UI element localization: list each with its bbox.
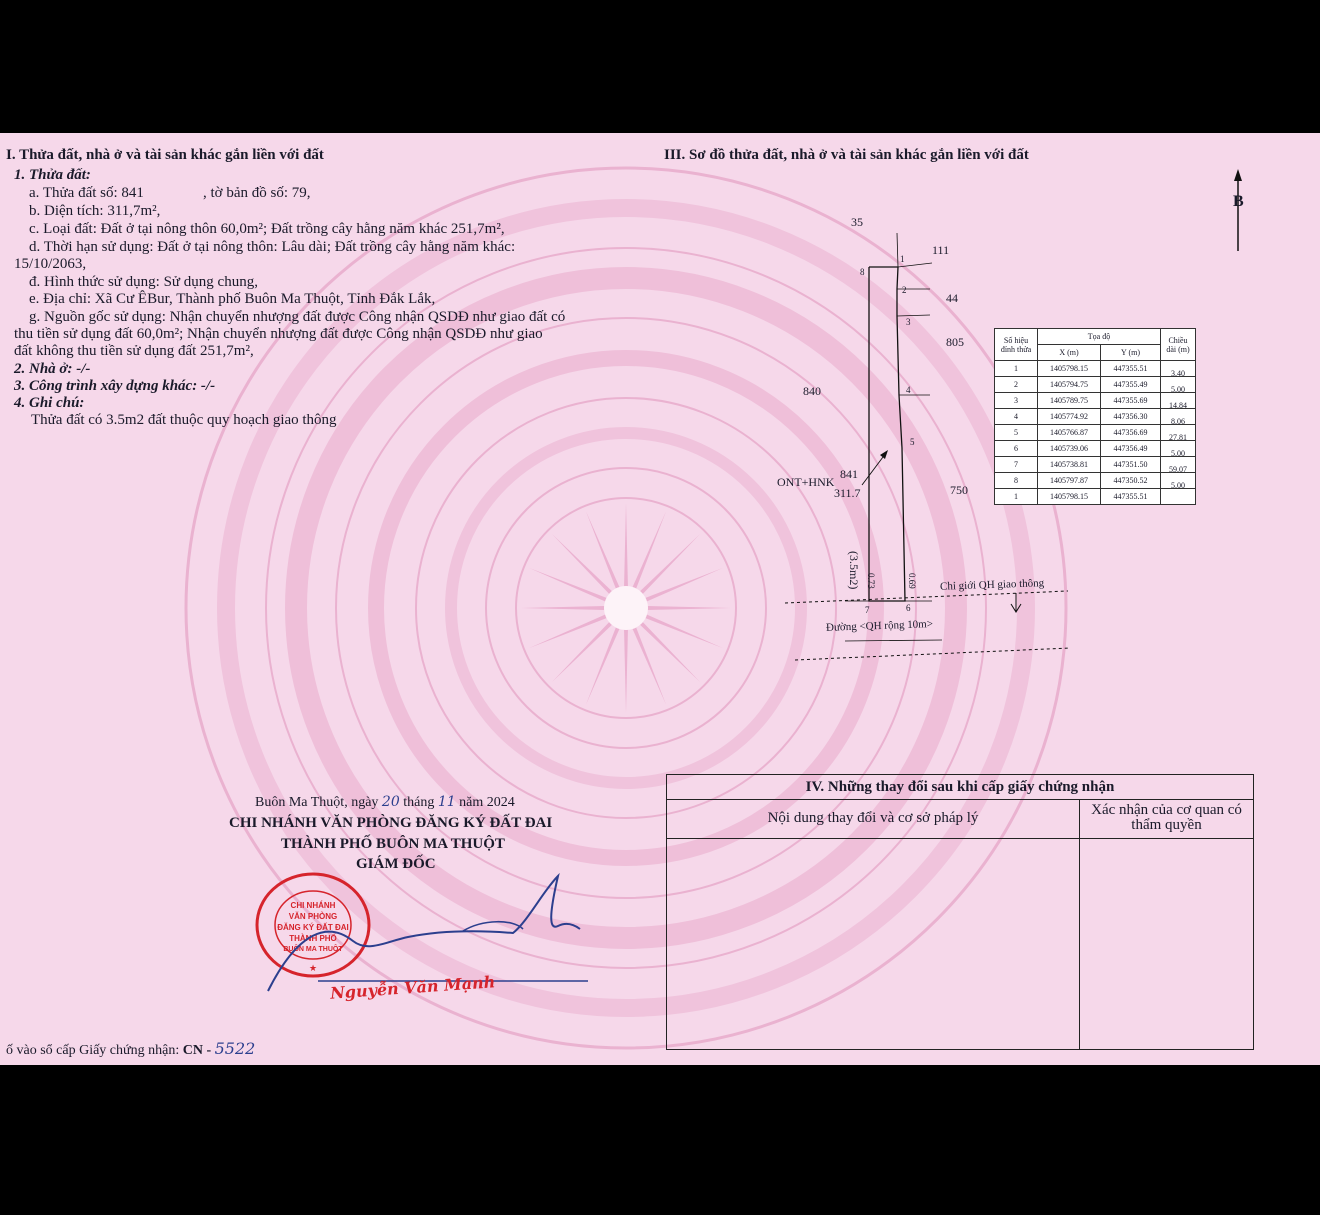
coord-cell-length: [1161, 489, 1196, 505]
parcel-number-label: 841: [840, 467, 858, 481]
north-arrow-head: [1234, 169, 1242, 181]
section3-title: III. Sơ đồ thửa đất, nhà ở và tài sản khác gắn liền với đất: [664, 147, 1029, 163]
coord-cell-x: 1405766.87: [1038, 425, 1101, 441]
place-date-year: năm 2024: [459, 795, 515, 810]
place-date-month-word: tháng: [403, 795, 435, 810]
header-x: X (m): [1038, 345, 1101, 361]
traffic-boundary-label: Chỉ giới QH giao thông: [939, 577, 1045, 593]
item4-notes-title: 4. Ghi chú:: [14, 395, 85, 411]
vertex-3: 3: [906, 317, 911, 327]
coord-cell-length: [1161, 409, 1196, 425]
changes-table: [666, 774, 1254, 1050]
vertex-1: 1: [900, 254, 905, 264]
registry-line: [6, 1040, 255, 1060]
coord-cell-p: 3: [995, 393, 1038, 409]
coord-cell-p: 6: [995, 441, 1038, 457]
coord-cell-p: 1: [995, 489, 1038, 505]
section1-title: I. Thửa đất, nhà ở và tài sản khác gắn liền với đất: [6, 147, 324, 163]
registry-number: 5522: [214, 1039, 256, 1058]
segment-length: 5.00: [1171, 385, 1185, 394]
segment-length: 5.00: [1171, 449, 1185, 458]
neighbor-111: 111: [932, 243, 950, 257]
coord-cell-p: 1: [995, 361, 1038, 377]
coord-row: [995, 457, 1196, 473]
term-text-2: 15/10/2063,: [14, 256, 87, 272]
svg-text:CHI NHÁNH: CHI NHÁNH: [290, 901, 336, 910]
coord-cell-y: 447355.49: [1101, 377, 1161, 393]
coord-row: [995, 393, 1196, 409]
road-edge-line: [795, 648, 1070, 660]
coord-row: [995, 473, 1196, 489]
registry-label: ố vào sổ cấp Giấy chứng nhận:: [6, 1043, 180, 1058]
coord-cell-length: [1161, 393, 1196, 409]
coord-row: [995, 409, 1196, 425]
road-label: Đường <QH rộng 10m>: [825, 618, 934, 634]
segment-length: 59.07: [1169, 465, 1187, 474]
header-y: Y (m): [1101, 345, 1161, 361]
neighbor-750: 750: [950, 483, 968, 497]
certificate-page: [0, 133, 1320, 1065]
svg-text:VĂN PHÒNG: VĂN PHÒNG: [288, 912, 338, 921]
coord-cell-length: [1161, 473, 1196, 489]
vertex-4: 4: [906, 385, 911, 395]
segment-length: 27.81: [1169, 433, 1187, 442]
coord-row: [995, 361, 1196, 377]
area-text: b. Diện tích: 311,7m²,: [29, 203, 161, 219]
segment-length: 8.06: [1171, 417, 1185, 426]
coord-cell-y: 447356.30: [1101, 409, 1161, 425]
registry-code: CN -: [182, 1043, 212, 1058]
coord-cell-p: 7: [995, 457, 1038, 473]
coord-row: [995, 489, 1196, 505]
parcel-land-code: ONT+HNK: [777, 475, 835, 489]
vertex-6: 6: [906, 603, 911, 613]
coord-cell-p: 5: [995, 425, 1038, 441]
date-month: 11: [437, 794, 456, 810]
org-name-2: THÀNH PHỐ BUÔN MA THUỘT: [281, 836, 505, 852]
coord-cell-y: 447350.52: [1101, 473, 1161, 489]
dim-left: 0.73: [866, 573, 876, 589]
note-text: Thửa đất có 3.5m2 đất thuộc quy hoạch giao thông: [31, 412, 337, 428]
coord-cell-p: 4: [995, 409, 1038, 425]
svg-text:★: ★: [308, 964, 318, 974]
traffic-area-label: (3.5m2): [847, 551, 861, 590]
coord-cell-length: [1161, 425, 1196, 441]
vertex-2: 2: [902, 285, 907, 295]
coord-cell-length: [1161, 457, 1196, 473]
coord-cell-x: 1405789.75: [1038, 393, 1101, 409]
coord-cell-length: [1161, 377, 1196, 393]
coord-cell-x: 1405798.15: [1038, 489, 1101, 505]
changes-title: IV. Những thay đổi sau khi cấp giấy chứng nhận: [667, 775, 1253, 800]
coord-cell-x: 1405738.81: [1038, 457, 1101, 473]
coord-row: [995, 441, 1196, 457]
neighbor-840: 840: [803, 384, 821, 398]
coord-cell-y: 447351.50: [1101, 457, 1161, 473]
header-coord: Tọa độ: [1038, 329, 1161, 345]
land-type-text: c. Loại đất: Đất ở tại nông thôn 60,0m²; Đất trồng cây hằng năm khác 251,7m²,: [29, 221, 505, 237]
origin-text-2: thu tiền sử dụng đất 60,0m²; Nhận chuyển nhượng đất được Công nhận QSDĐ như giao: [14, 326, 543, 342]
address-text: e. Địa chỉ: Xã Cư ÊBur, Thành phố Buôn Ma Thuột, Tỉnh Đắk Lắk,: [29, 291, 436, 307]
neighbor-35: 35: [851, 215, 863, 229]
item1-title: 1. Thửa đất:: [14, 167, 91, 183]
svg-text:ĐĂNG KÝ ĐẤT ĐAI: ĐĂNG KÝ ĐẤT ĐAI: [277, 923, 349, 932]
coord-cell-y: 447355.51: [1101, 489, 1161, 505]
coord-row: [995, 425, 1196, 441]
coord-row: [995, 377, 1196, 393]
vertex-5: 5: [910, 437, 915, 447]
changes-col-confirmation: Xác nhận của cơ quan có thẩm quyền: [1091, 802, 1242, 833]
segment-length: 14.84: [1169, 401, 1187, 410]
signer-role: GIÁM ĐỐC: [356, 856, 436, 872]
coord-cell-x: 1405797.87: [1038, 473, 1101, 489]
neighbor-805: 805: [946, 335, 964, 349]
header-point: Số hiệu đỉnh thửa: [995, 329, 1038, 361]
column-divider: [1079, 799, 1080, 1049]
vertex-8: 8: [860, 267, 865, 277]
coord-cell-y: 447355.51: [1101, 361, 1161, 377]
map-sheet-number: , tờ bản đồ số: 79,: [203, 185, 311, 201]
vertex-7: 7: [865, 605, 870, 615]
origin-text-1: g. Nguồn gốc sử dụng: Nhận chuyển nhượng đất được Công nhận QSDĐ như giao đất có: [29, 309, 566, 325]
svg-text:THÀNH PHỐ: THÀNH PHỐ: [289, 934, 337, 943]
segment-length: 5.00: [1171, 481, 1185, 490]
parcel-number: a. Thửa đất số: 841: [29, 185, 144, 201]
north-label: B: [1233, 193, 1244, 210]
usage-form-text: đ. Hình thức sử dụng: Sử dụng chung,: [29, 274, 258, 290]
coordinate-table: [994, 328, 1196, 505]
coord-cell-y: 447356.69: [1101, 425, 1161, 441]
coord-cell-y: 447355.69: [1101, 393, 1161, 409]
coord-cell-y: 447356.49: [1101, 441, 1161, 457]
header-length: Chiều dài (m): [1161, 329, 1196, 361]
coord-cell-length: [1161, 361, 1196, 377]
place-date-prefix: Buôn Ma Thuột, ngày: [255, 795, 379, 810]
changes-col-content: Nội dung thay đổi và cơ sở pháp lý: [767, 810, 979, 826]
header-divider: [667, 838, 1253, 839]
dim-right: 0.69: [907, 573, 917, 589]
date-day: 20: [381, 794, 400, 810]
place-date: [255, 793, 515, 812]
coord-cell-x: 1405794.75: [1038, 377, 1101, 393]
coord-cell-x: 1405774.92: [1038, 409, 1101, 425]
parcel-area-label: 311.7: [834, 486, 861, 500]
item3-construction: 3. Công trình xây dựng khác: -/-: [14, 378, 216, 394]
coord-cell-x: 1405798.15: [1038, 361, 1101, 377]
svg-text:BUÔN MA THUỘT: BUÔN MA THUỘT: [283, 946, 343, 953]
segment-length: 3.40: [1171, 369, 1185, 378]
item2-house: 2. Nhà ở: -/-: [14, 361, 91, 377]
org-name-1: CHI NHÁNH VĂN PHÒNG ĐĂNG KÝ ĐẤT ĐAI: [229, 815, 553, 831]
parcel-outline: [869, 267, 905, 601]
signer-name: Nguyễn Văn Mạnh: [329, 972, 496, 1003]
coord-cell-p: 8: [995, 473, 1038, 489]
origin-text-3: đất không thu tiền sử dụng đất 251,7m²,: [14, 343, 254, 359]
neighbor-44: 44: [946, 291, 958, 305]
term-text-1: d. Thời hạn sử dụng: Đất ở tại nông thôn: Lâu dài; Đất trồng cây hằng năm khác:: [29, 239, 516, 255]
coord-cell-p: 2: [995, 377, 1038, 393]
coord-cell-x: 1405739.06: [1038, 441, 1101, 457]
coord-cell-length: [1161, 441, 1196, 457]
